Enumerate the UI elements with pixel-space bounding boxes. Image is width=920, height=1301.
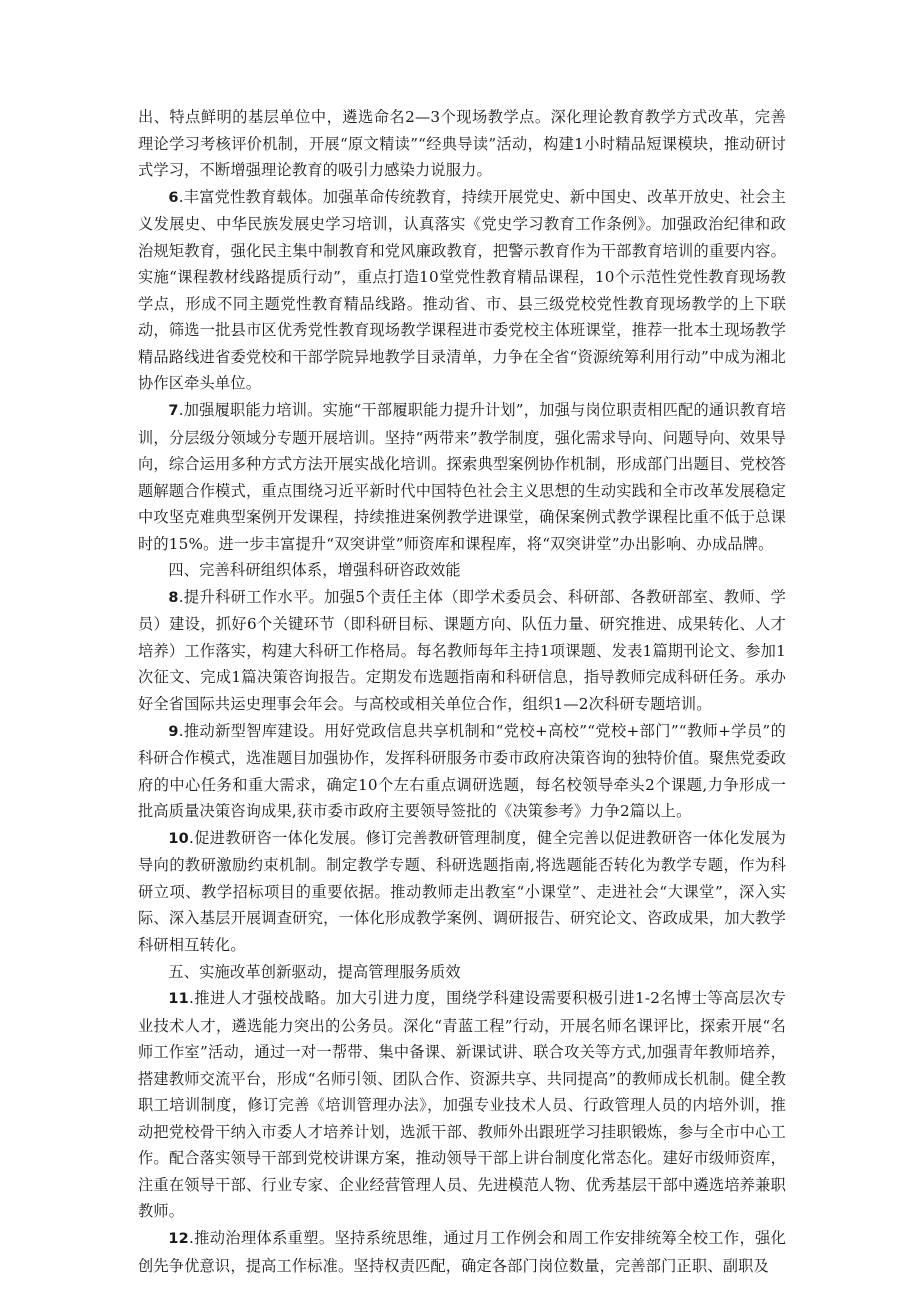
paragraph-text: .推动治理体系重塑。坚持系统思维，通过月工作例会和周工作安排统筹全校工作，强化创先争优意识，提高工作标准。坚持权责匹配，确定各部门岗位数量，完善部门正职、副职及	[138, 1228, 786, 1275]
paragraph-item-8	[138, 584, 786, 718]
paragraph-item-9	[138, 718, 786, 825]
paragraph-text: .丰富党性教育载体。加强革命传统教育，持续开展党史、新中国史、改革开放史、社会主义发展史、中华民族发展史学习培训，认真落实《党史学习教育工作条例》。加强政治纪律和政治规矩教育，强化民主集中制教育和党风廉政教育，把警示教育作为干部教育培训的重要内容。实施“课程教材线路提质行动”，重点打造10堂党性教育精品课程，10个示范性党性教育现场教学点，形成不同主题党性教育精品线路。推动省、市、县三级党校党性教育现场教学的上下联动，筛选一批县市区优秀党性教育现场教学课程进市委党校主体班课堂，推荐一批本土现场教学精品路线进省委党校和干部学院异地教学目录清单，力争在全省“资源统筹利用行动”中成为湘北协作区牵头单位。	[138, 187, 786, 393]
item-number: 10	[168, 830, 189, 847]
section-heading-5	[138, 959, 786, 986]
section-heading-text: 五、实施改革创新驱动，提高管理服务质效	[168, 962, 461, 981]
paragraph-item-7	[138, 397, 786, 557]
item-number: 11	[168, 991, 189, 1008]
section-heading-4	[138, 557, 786, 584]
item-number: 9	[168, 723, 179, 740]
paragraph-item-11	[138, 985, 786, 1225]
item-number: 8	[168, 589, 179, 606]
document-page	[138, 104, 786, 1279]
item-number: 6	[168, 189, 179, 206]
paragraph-text: .提升科研工作水平。加强5个责任主体（即学术委员会、科研部、各教研部室、教师、学员）建设，抓好6个关键环节（即科研目标、课题方向、队伍力量、研究推进、成果转化、人才培养）工作落实，构建大科研工作格局。每名教师每年主持1项课题、发表1篇期刊论文、参加1次征文、完成1篇决策咨询报告。定期发布选题指南和科研信息，指导教师完成科研任务。承办好全省国际共运史理事会年会。与高校或相关单位合作，组织1—2次科研专题培训。	[138, 587, 786, 714]
paragraph-item-12	[138, 1225, 786, 1279]
paragraph-text: .促进教研咨一体化发展。修订完善教研管理制度，健全完善以促进教研咨一体化发展为导向的教研激励约束机制。制定教学专题、科研选题指南,将选题能否转化为教学专题，作为科研立项、教学招标项目的重要依据。推动教师走出教室“小课堂”、走进社会“大课堂”，深入实际、深入基层开展调查研究，一体化形成教学案例、调研报告、研究论文、咨政成果，加大教学科研相互转化。	[138, 828, 786, 954]
paragraph-item-6	[138, 184, 786, 397]
item-number: 12	[168, 1230, 189, 1247]
paragraph-text: .加强履职能力培训。实施“干部履职能力提升计划”，加强与岗位职责相匹配的通识教育培训，分层级分领域分专题开展培训。坚持“两带来”教学制度，强化需求导向、问题导向、效果导向，综合运用多种方式方法开展实战化培训。探索典型案例协作机制，形成部门出题目、党校答题解题合作模式，重点围绕习近平新时代中国特色社会主义思想的生动实践和全市改革发展稳定中攻坚克难典型案例开发课程，持续推进案例教学进课堂，确保案例式教学课程比重不低于总课时的15%。进一步丰富提升“双突讲堂”师资库和课程库，将“双突讲堂”办出影响、办成品牌。	[138, 401, 786, 553]
item-number: 7	[168, 403, 179, 420]
paragraph-item-10	[138, 825, 786, 959]
paragraph-text: 出、特点鲜明的基层单位中，遴选命名2—3个现场教学点。深化理论教育教学方式改革，完善理论学习考核评价机制，开展“原文精读”“经典导读”活动，构建1小时精品短课模块，推动研讨式学习，不断增强理论教育的吸引力感染力说服力。	[138, 108, 786, 180]
paragraph-text: .推动新型智库建设。用好党政信息共享机制和“党校+高校”“党校+部门”“教师+学员”的科研合作模式，选准题目加强协作，发挥科研服务市委市政府决策咨询的独特价值。聚焦党委政府的中心任务和重大需求，确定10个左右重点调研选题，每名校领导牵头2个课题,力争形成一批高质量决策咨询成果,获市委市政府主要领导签批的《决策参考》力争2篇以上。	[138, 721, 786, 821]
section-heading-text: 四、完善科研组织体系，增强科研咨政效能	[168, 561, 461, 580]
paragraph-text: .推进人才强校战略。加大引进力度，围绕学科建设需要积极引进1-2名博士等高层次专业技术人才，遴选能力突出的公务员。深化“青蓝工程”行动，开展名师名课评比，探索开展“名师工作室”活动，通过一对一帮带、集中备课、新课试讲、联合攻关等方式,加强青年教师培养，搭建教师交流平台，形成“名师引领、团队合作、资源共享、共同提高”的教师成长机制。健全教职工培训制度，修订完善《培训管理办法》，加强专业技术人员、行政管理人员的内培外训，推动把党校骨干纳入市委人才培养计划，选派干部、教师外出跟班学习挂职锻炼，参与全市中心工作。配合落实领导干部到党校讲课方案，推动领导干部上讲台制度化常态化。建好市级师资库，注重在领导干部、行业专家、企业经营管理人员、先进模范人物、优秀基层干部中遴选培养兼职教师。	[138, 989, 786, 1221]
paragraph-continuation	[138, 104, 786, 184]
